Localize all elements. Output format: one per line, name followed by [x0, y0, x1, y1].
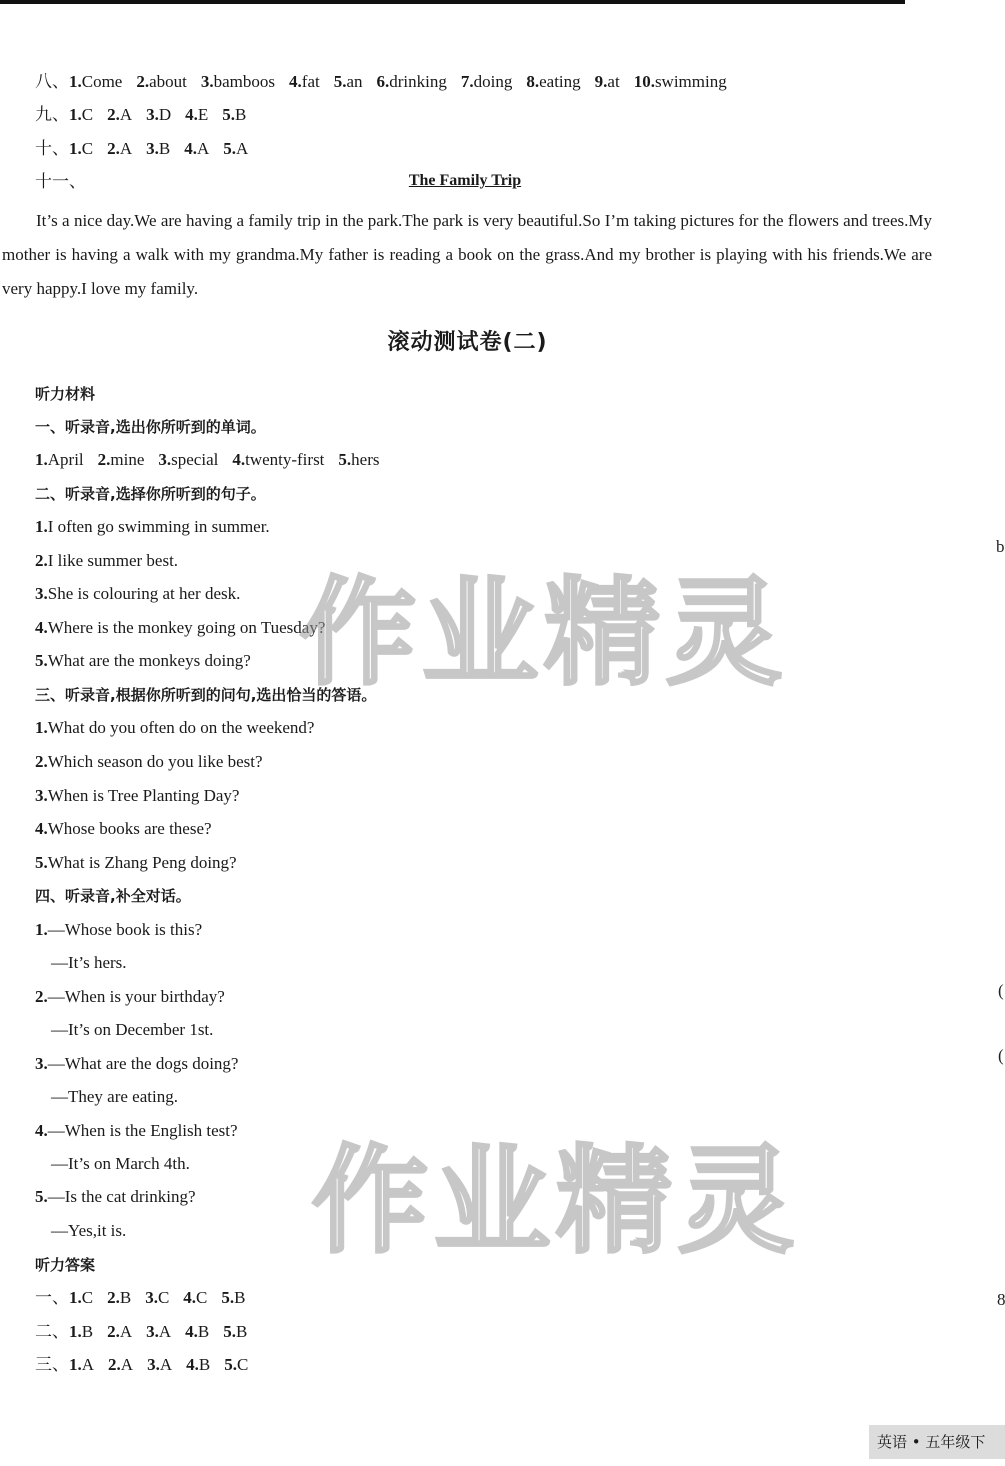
part-2-heading: 二、听录音,选择你所听到的句子。 [35, 485, 266, 503]
list-item: 3.She is colouring at her desk. [35, 584, 241, 603]
dialog-answer: —It’s hers. [51, 953, 127, 972]
part-1-words: 1.April 2.mine 3.special 4.twenty-first 5.hers [35, 450, 380, 469]
list-item: 2.Which season do you like best? [35, 752, 263, 771]
answers-row-1: 一、1.C 2.B 3.C 4.C 5.B [35, 1288, 246, 1307]
section-label: 八、 [35, 72, 69, 91]
answers-row-2: 二、1.B 2.A 3.A 4.B 5.B [35, 1322, 248, 1341]
listening-answers-heading: 听力答案 [35, 1256, 96, 1274]
answers-section-8: 八、1.Come 2.about 3.bamboos 4.fat 5.an 6.drinking 7.doing 8.eating 9.at 10.swimming [35, 72, 727, 91]
listening-material-heading: 听力材料 [35, 385, 96, 403]
part-3-heading: 三、听录音,根据你所听到的问句,选出恰当的答语。 [35, 686, 377, 704]
dialog-question: 2.—When is your birthday? [35, 987, 225, 1006]
dialog-question: 4.—When is the English test? [35, 1121, 238, 1140]
edge-mark: ( [998, 1046, 1004, 1065]
edge-mark: ( [998, 981, 1004, 1000]
dialog-answer: —They are eating. [51, 1087, 178, 1106]
list-item: 1.What do you often do on the weekend? [35, 718, 315, 737]
dialog-question: 1.—Whose book is this? [35, 920, 203, 939]
watermark: 作业精灵 [312, 1134, 800, 1269]
part-4-heading: 四、听录音,补全对话。 [35, 887, 191, 905]
part-1-heading: 一、听录音,选出你所听到的单词。 [35, 418, 266, 436]
edge-mark: 8 [997, 1290, 1005, 1309]
watermark: 作业精灵 [300, 566, 788, 701]
dialog-answer: —It’s on December 1st. [51, 1020, 214, 1039]
edge-mark: b [996, 537, 1005, 556]
list-item: 4.Where is the monkey going on Tuesday? [35, 618, 326, 637]
answers-section-10: 十、1.C 2.A 3.B 4.A 5.A [35, 139, 249, 158]
section-label: 九、 [35, 105, 69, 124]
dialog-question: 5.—Is the cat drinking? [35, 1187, 196, 1206]
answers-section-9: 九、1.C 2.A 3.D 4.E 5.B [35, 105, 247, 124]
list-item: 4.Whose books are these? [35, 819, 212, 838]
list-item: 5.What is Zhang Peng doing? [35, 853, 237, 872]
list-item: 1.I often go swimming in summer. [35, 517, 270, 536]
list-item: 3.When is Tree Planting Day? [35, 786, 240, 805]
story-text: It’s a nice day.We are having a family trip in the park.The park is very beautiful.So I’m taking pictures for the flowers and trees.My mother is having a walk with my grandma.My father is reading a book on the grass.And my brother is playing with his friends.We are very happy.I love my family. [2, 211, 932, 298]
dialog-question: 3.—What are the dogs doing? [35, 1054, 239, 1073]
story-title: The Family Trip [408, 172, 522, 189]
section-title: 滚动测试卷(二) [387, 330, 548, 355]
list-item: 2.I like summer best. [35, 551, 179, 570]
page-footer: 英语 • 五年级下 [869, 1425, 1005, 1459]
top-rule [0, 0, 905, 4]
dialog-answer: —It’s on March 4th. [51, 1154, 190, 1173]
section-11-label: 十一、 [35, 172, 86, 191]
dialog-answer: —Yes,it is. [51, 1221, 127, 1240]
list-item: 5.What are the monkeys doing? [35, 651, 251, 670]
answers-row-3: 三、1.A 2.A 3.A 4.B 5.C [35, 1355, 249, 1374]
section-label: 十、 [35, 139, 69, 158]
